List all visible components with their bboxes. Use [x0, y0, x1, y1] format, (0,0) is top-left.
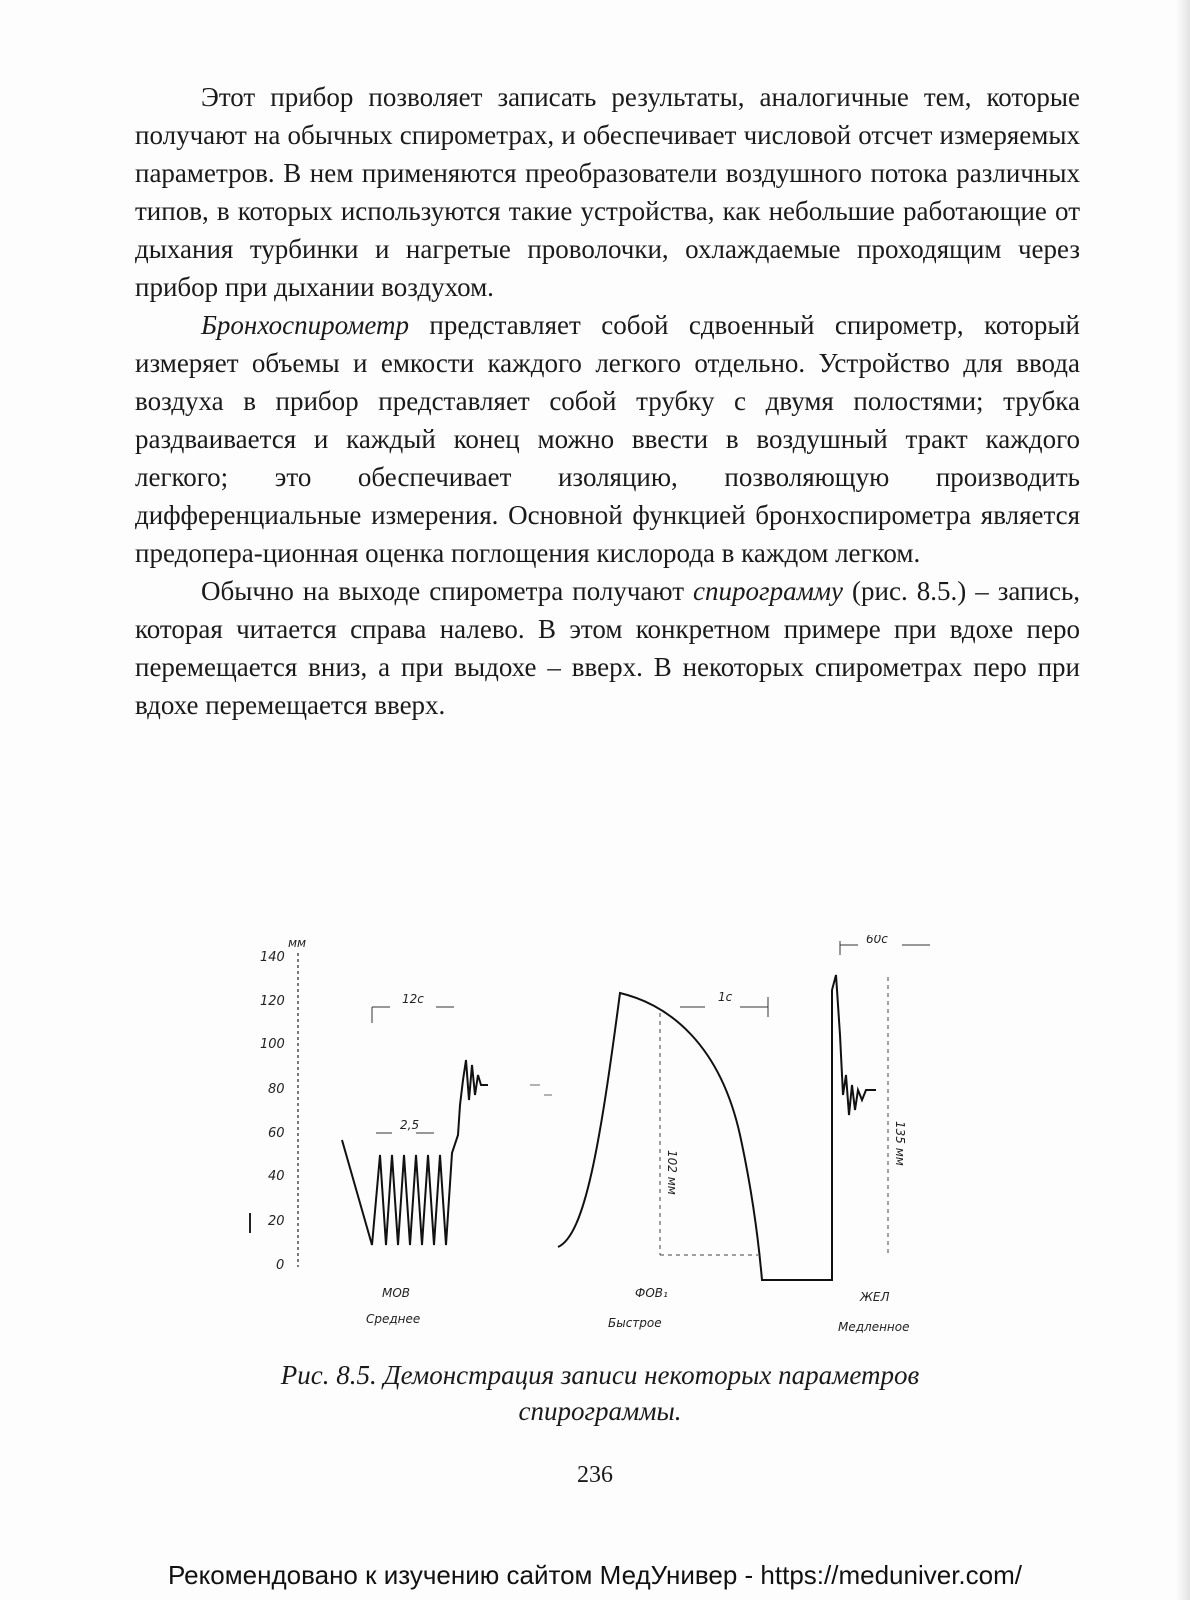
tidal-volume-trace: [342, 1060, 488, 1245]
y-tick-60: 60: [268, 1126, 285, 1141]
span-12c-label: 12с: [402, 992, 424, 1006]
body-text: [135, 78, 1080, 724]
y-tick-0: 0: [276, 1258, 285, 1273]
term-bronchospirometer: Бронхоспирометр: [201, 310, 409, 340]
section-label-vc: ЖЕЛ: [860, 1290, 890, 1304]
section-speed-fast: Быстрое: [608, 1316, 662, 1330]
page-number: 236: [577, 1462, 613, 1488]
section-label-mov: МОВ: [382, 1286, 411, 1300]
y-tick-140: 140: [260, 950, 285, 965]
figure-caption: [150, 1357, 1050, 1429]
span-60c-label: 60с: [866, 935, 888, 946]
spirogram-figure: [240, 935, 960, 1365]
vital-capacity-trace: [832, 975, 876, 1115]
section-label-fev1: ФОВ₁: [635, 1286, 668, 1300]
forced-volume-trace: [558, 990, 832, 1280]
y-tick-labels: [260, 950, 285, 1273]
y-axis-unit: мм: [288, 936, 307, 950]
y-tick-20: 20: [268, 1214, 285, 1229]
paragraph-3-text: Обычно на выходе спирометра получают: [201, 576, 694, 606]
section-speed-slow: Медленное: [838, 1320, 910, 1334]
paragraph-3-tail: (рис. 8.5.) – запись, которая читается справа налево. В этом конкретном примере при вдохе перо перемещается вниз, а при выдохе – вверх. В некоторых спирометрах перо при вдохе перемещается вверх.: [135, 576, 1081, 720]
section-speed-medium: Среднее: [366, 1312, 421, 1326]
vc-height-label: 135 мм: [893, 1121, 907, 1166]
fev-height-label: 102 мм: [665, 1150, 679, 1195]
paragraph-2: [135, 306, 1080, 572]
caption-line-2: спирограммы.: [518, 1396, 682, 1426]
y-tick-120: 120: [260, 994, 285, 1009]
span-1c-label: 1с: [718, 990, 733, 1004]
span-2s-label: 2,5: [400, 1118, 420, 1132]
paragraph-1: [135, 78, 1080, 306]
page-edge-shadow: [1176, 0, 1190, 1600]
caption-line-1: Рис. 8.5. Демонстрация записи некоторых параметров: [280, 1360, 920, 1390]
paragraph-1-text: Этот прибор позволяет записать результаты, аналогичные тем, которые получают на обычных спирометрах, и обеспечивает числовой отсчет измеряемых параметров. В нем применяются преобразователи воздушного потока различных типов, в которых используются такие устройства, как небольшие работающие от дыхания турбинки и нагретые проволочки, охлаждаемые проходящим через прибор при дыхании воздухом.: [135, 82, 1080, 302]
y-tick-80: 80: [268, 1082, 285, 1097]
y-tick-40: 40: [268, 1169, 285, 1184]
footer-recommendation: Рекомендовано к изучению сайтом МедУнивер - https://meduniver.com/: [167, 1560, 1022, 1590]
term-spirogram: спирограмму: [693, 576, 844, 606]
paragraph-3: [135, 572, 1080, 724]
y-tick-100: 100: [260, 1037, 285, 1052]
spirogram-drawing: [240, 935, 960, 1365]
paragraph-2-text: представляет собой сдвоенный спирометр, который измеряет объемы и емкости каждого легкого отдельно. Устройство для ввода воздуха в прибор представляет собой трубку с двумя полостями; трубка раздваивается и каждый конец можно ввести в воздушный тракт каждого легкого; это обеспечивает изоляцию, позволяющую производить дифференциальные измерения. Основной функцией бронхоспирометра является предопера-ционная оценка поглощения кислорода в каждом легком.: [135, 310, 1080, 568]
